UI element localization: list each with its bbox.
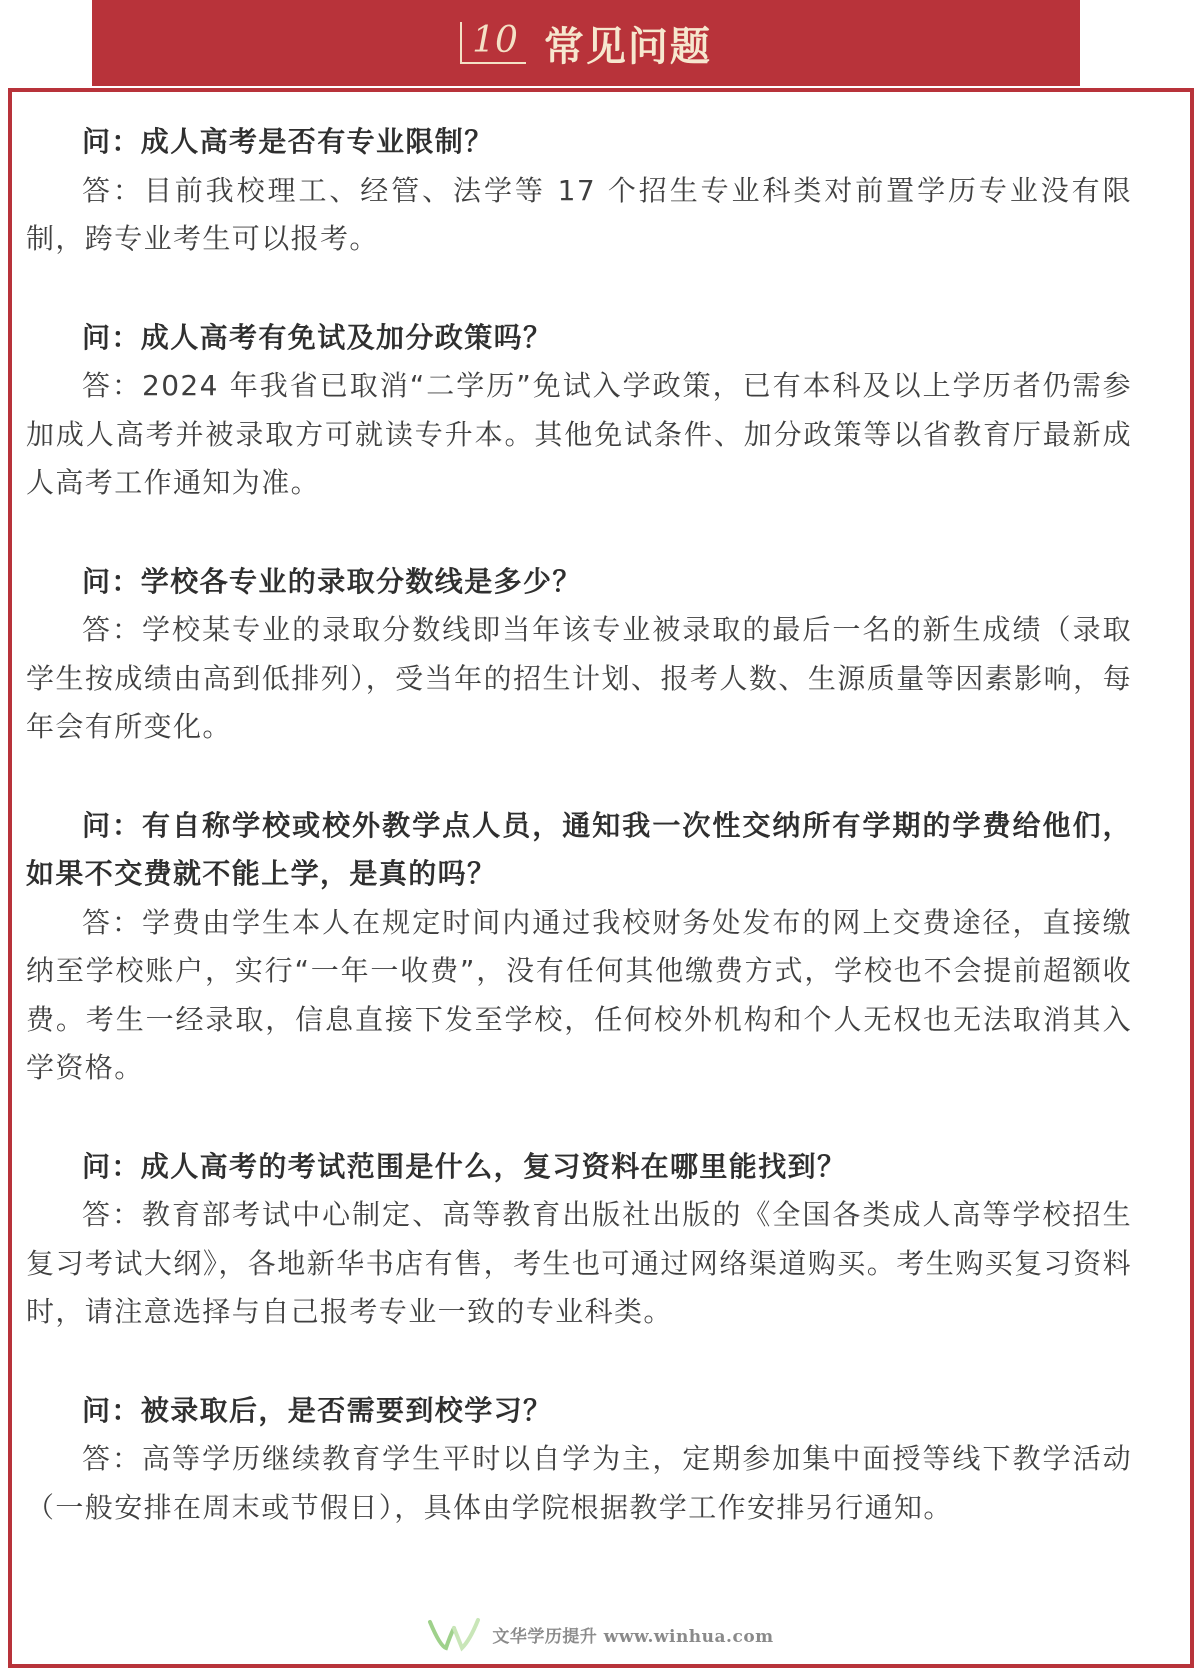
winhua-w-logo-icon [426, 1616, 482, 1652]
faq-list [26, 118, 1132, 1582]
footer-watermark-text: 文华学历提升 www.winhua.com [492, 1626, 774, 1647]
section-title: 常见问题 [543, 22, 712, 70]
faq-answer: 答：学校某专业的录取分数线即当年该专业被录取的最后一名的新生成绩（录取学生按成绩由高到低排列），受当年的招生计划、报考人数、生源质量等因素影响，每年会有所变化。 [26, 613, 1132, 743]
faq-item [26, 1387, 1132, 1533]
footer-watermark [0, 1614, 1200, 1654]
faq-question: 问：有自称学校或校外教学点人员，通知我一次性交纳所有学期的学费给他们，如果不交费就不能上学，是真的吗？ [26, 808, 1132, 890]
faq-answer: 答：学费由学生本人在规定时间内通过我校财务处发布的网上交费途径，直接缴纳至学校账户，实行“一年一收费”，没有任何其他缴费方式，学校也不会提前超额收费。考生一经录取，信息直接下发至学校，任何校外机构和个人无权也无法取消其入学资格。 [26, 905, 1132, 1084]
faq-question: 问：成人高考有免试及加分政策吗？ [82, 320, 553, 354]
faq-answer: 答：2024 年我省已取消“二学历”免试入学政策，已有本科及以上学历者仍需参加成人高考并被录取方可就读专升本。其他免试条件、加分政策等以省教育厅最新成人高考工作通知为准。 [26, 369, 1132, 499]
faq-item [26, 558, 1132, 752]
faq-question: 问：成人高考的考试范围是什么，复习资料在哪里能找到？ [82, 1149, 847, 1183]
faq-item [26, 118, 1132, 264]
faq-answer: 答：高等学历继续教育学生平时以自学为主，定期参加集中面授等线下教学活动（一般安排在周末或节假日），具体由学院根据教学工作安排另行通知。 [26, 1442, 1132, 1524]
faq-question: 问：成人高考是否有专业限制？ [82, 125, 494, 158]
section-number: 10 [460, 22, 526, 64]
faq-item [26, 314, 1132, 508]
faq-answer: 答：目前我校理工、经管、法学等 17 个招生专业科类对前置学历专业没有限制，跨专业考生可以报考。 [26, 173, 1132, 255]
faq-answer: 答：教育部考试中心制定、高等教育出版社出版的《全国各类成人高等学校招生复习考试大纲》，各地新华书店有售，考生也可通过网络渠道购买。考生购买复习资料时，请注意选择与自己报考专业一致的专业科类。 [26, 1198, 1132, 1328]
faq-item [26, 1143, 1132, 1337]
faq-item [26, 802, 1132, 1093]
section-header [460, 15, 712, 72]
section-header-banner [92, 0, 1080, 86]
faq-question: 问：被录取后，是否需要到校学习？ [82, 1393, 553, 1427]
faq-question: 问：学校各专业的录取分数线是多少？ [82, 564, 582, 598]
